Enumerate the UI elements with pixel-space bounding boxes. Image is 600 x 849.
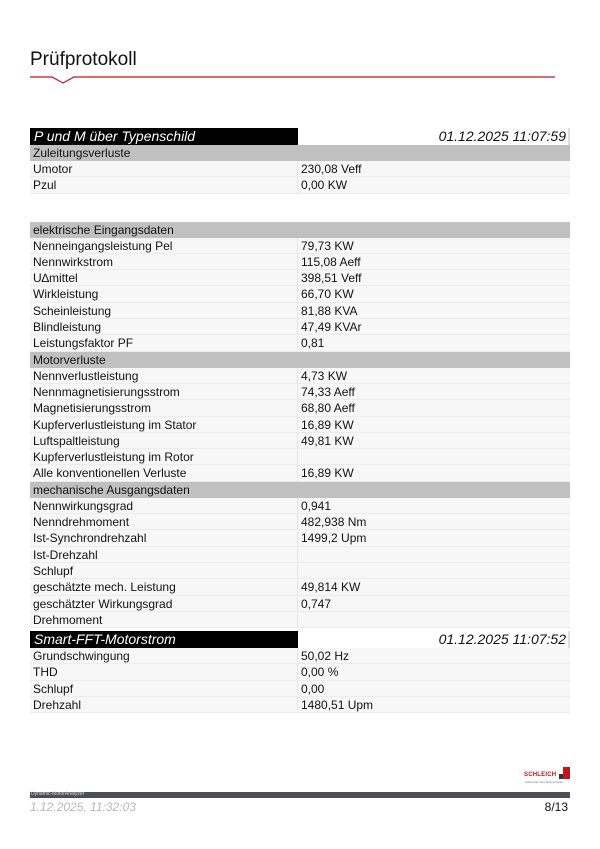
table-row [30,417,570,433]
row-value: 482,938 Nm [301,515,367,530]
row-label: Ist-Drehzahl [30,547,298,562]
row-value: 0,941 [301,498,332,513]
row-label: Nenneingangsleistung Pel [30,238,298,253]
logo-subtext: Advanced Test Technologies [525,780,563,784]
schleich-logo [524,767,570,789]
row-label: Alle konventionellen Verluste [30,465,298,480]
section-timestamp: 01.12.2025 11:07:59 [298,128,570,145]
row-label: Nennwirkungsgrad [30,498,298,513]
table-row [30,270,570,286]
row-value: 47,49 KVAr [301,320,362,335]
row-label: Nennmagnetisierungsstrom [30,384,298,399]
group-title: mechanische Ausgangsdaten [30,482,570,498]
row-label: Drehmoment [30,612,298,627]
table-row [30,681,570,697]
row-label: Nennwirkstrom [30,254,298,269]
table-row [30,596,570,612]
row-value [298,563,570,578]
section-title: Smart-FFT-Motorstrom [30,631,298,648]
table-row [30,433,570,449]
row-label: geschätzter Wirkungsgrad [30,596,298,611]
section-smart-fft [30,631,570,713]
row-value: 0,00 % [301,665,339,680]
table-row [30,384,570,400]
row-label: Nennverlustleistung [30,368,298,383]
table-row [30,579,570,595]
table-row [30,254,570,270]
row-value [298,449,570,464]
page-number: 8/13 [544,800,568,814]
row-value: 49,814 KW [301,580,361,595]
row-label: Pzul [30,177,298,192]
table-row [30,498,570,514]
row-value: 50,02 Hz [301,649,350,663]
row-value: 81,88 KVA [301,303,358,318]
table-row [30,514,570,530]
table-row [30,612,570,628]
row-label: Magnetisierungsstrom [30,400,298,415]
table-row [30,664,570,680]
table-row [30,530,570,546]
group-title: elektrische Eingangsdaten [30,222,570,238]
table-row [30,697,570,713]
table-row [30,547,570,563]
section-typenschild [30,128,570,628]
row-label: Wirkleistung [30,286,298,301]
row-label: Grundschwingung [30,648,298,663]
table-row [30,400,570,416]
row-label: U∆mittel [30,270,298,285]
row-value: 74,33 Aeff [301,384,355,399]
table-row [30,177,570,193]
spacer [30,194,570,222]
section-timestamp: 01.12.2025 11:07:52 [298,631,570,648]
row-label: Ist-Synchrondrehzahl [30,530,298,545]
row-label: Schlupf [30,681,298,696]
table-row [30,161,570,177]
row-label: Drehzahl [30,697,298,712]
table-row [30,648,570,664]
table-row [30,449,570,465]
row-value: 79,73 KW [301,238,354,253]
row-value: 1480,51 Upm [301,697,374,712]
section-header [30,128,570,145]
row-label: Leistungsfaktor PF [30,335,298,350]
logo-text: SCHLEICH [524,772,557,778]
footer-app-name: Dynamic-MotorAnalyzer [31,791,85,797]
row-value: 398,51 Veff [301,271,362,286]
table-row [30,465,570,481]
table-row [30,368,570,384]
row-label: Kupferverlustleistung im Rotor [30,449,298,464]
table-row [30,563,570,579]
row-value: 66,70 KW [301,287,354,302]
row-value: 16,89 KW [301,417,354,432]
row-value: 0,81 [301,336,325,351]
row-label: geschätzte mech. Leistung [30,579,298,594]
row-value: 0,747 [301,596,332,611]
row-value: 1499,2 Upm [301,531,367,546]
row-label: Nenndrehmoment [30,514,298,529]
row-value [298,612,570,627]
row-value: 115,08 Aeff [301,254,361,269]
row-value: 0,00 KW [301,178,348,193]
table-row [30,335,570,351]
section-title: P und M über Typenschild [30,128,298,145]
row-label: Luftspaltleistung [30,433,298,448]
row-label: Schlupf [30,563,298,578]
row-value [298,547,570,562]
section-header [30,631,570,648]
table-row [30,238,570,254]
table-row [30,286,570,302]
group-title: Motorverluste [30,352,570,368]
footer-bar [30,792,570,798]
row-value: 4,73 KW [301,368,348,383]
row-label: Kupferverlustleistung im Stator [30,417,298,432]
footer-print-date: 1.12.2025, 11:32:03 [30,800,136,814]
table-row [30,319,570,335]
row-label: THD [30,664,298,679]
row-value: 49,81 KW [301,433,354,448]
row-value: 230,08 Veff [301,162,362,176]
table-row [30,303,570,319]
title-underline [30,75,555,87]
row-label: Blindleistung [30,319,298,334]
row-value: 16,89 KW [301,466,354,481]
row-label: Scheinleistung [30,303,298,318]
row-label: Umotor [30,161,298,176]
row-value: 68,80 Aeff [301,401,355,416]
page-title: Prüfprotokoll [30,49,137,70]
logo-mark-icon [563,767,570,779]
group-title: Zuleitungsverluste [30,145,570,161]
row-value: 0,00 [301,681,325,696]
